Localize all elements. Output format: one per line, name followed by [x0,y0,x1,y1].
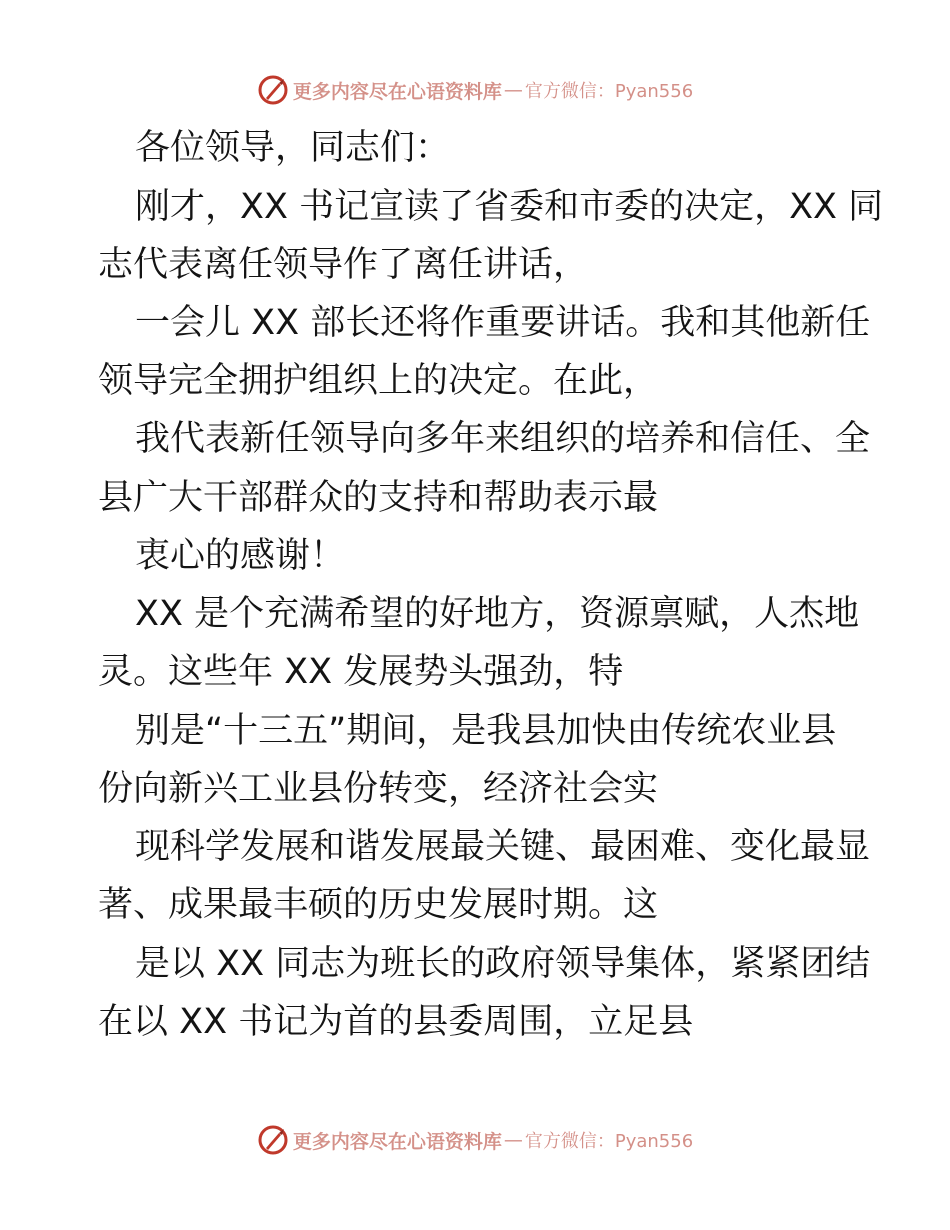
paragraph-line: 份向新兴工业县份转变，经济社会实 [98,769,659,809]
paragraph-line: 著、成果最丰硕的历史发展时期。这 [98,885,659,925]
paragraph-line: 领导完全拥护组织上的决定。在此， [98,361,659,401]
quill-pen-logo-icon [257,1124,289,1156]
brand-text: 更多内容尽在心语资料库 [292,80,502,103]
wechat-text: 官方微信：Pyan556 [524,1131,694,1152]
paragraph-line: 刚才，XX 书记宣读了省委和市委的决定，XX 同 [135,187,884,227]
paragraph-line: 别是“十三五”期间，是我县加快由传统农业县 [135,711,837,751]
paragraph-line: 一会儿 XX 部长还将作重要讲话。我和其他新任 [135,303,871,343]
paragraph-line: 衷心的感谢！ [135,536,346,576]
brand-text: 更多内容尽在心语资料库 [292,1130,502,1153]
paragraph-line: 在以 XX 书记为首的县委周围，立足县 [98,1002,694,1042]
paragraph-line: 是以 XX 同志为班长的政府领导集体，紧紧团结 [135,944,871,984]
paragraph-line: 各位领导，同志们： [135,128,451,168]
paragraph-line: 县广大干部群众的支持和帮助表示最 [98,478,659,518]
paragraph-line: 灵。这些年 XX 发展势头强劲，特 [98,652,624,692]
paragraph-line: 志代表离任领导作了离任讲话， [98,245,589,285]
paragraph-line: XX 是个充满希望的好地方，资源禀赋，人杰地 [135,594,860,634]
footer-watermark [0,1120,950,1160]
paragraph-line: 现科学发展和谐发展最关键、最困难、变化最显 [135,827,871,867]
wechat-text: 官方微信：Pyan556 [524,81,694,102]
separator-dash: — [503,79,523,101]
separator-dash: — [503,1129,523,1151]
paragraph-line: 我代表新任领导向多年来组织的培养和信任、全 [135,419,871,459]
